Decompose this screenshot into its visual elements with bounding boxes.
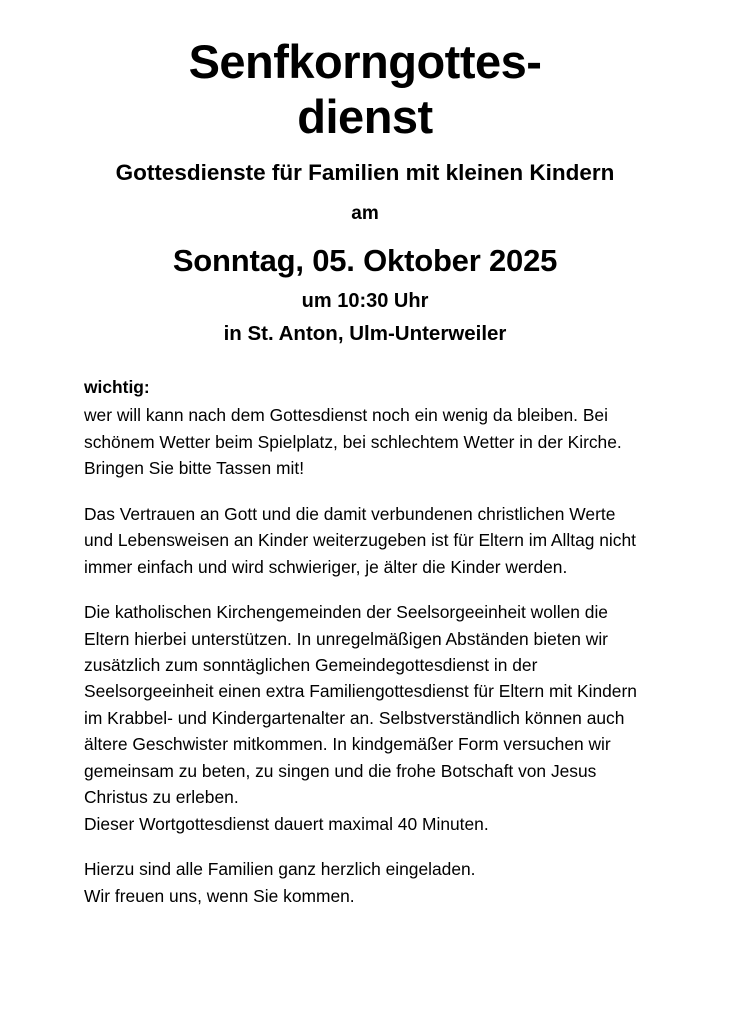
important-label: wichtig:	[84, 376, 150, 397]
title-line-1: Senfkorngottes-	[188, 35, 542, 88]
event-time: um 10:30 Uhr	[301, 289, 429, 312]
paragraph-5: Hierzu sind alle Familien ganz herzlich eingeladen.	[84, 859, 476, 880]
paragraph-6: Wir freuen uns, wenn Sie kommen.	[84, 885, 355, 906]
event-date: Sonntag, 05. Oktober 2025	[172, 242, 558, 278]
body-text	[84, 374, 646, 909]
connector-am: am	[351, 202, 379, 224]
subtitle: Gottesdienste für Familien mit kleinen Kindern	[115, 159, 615, 185]
paragraph-3: Die katholischen Kirchengemeinden der Seelsorgeeinheit wollen die Eltern hierbei unterstützen. In unregelmäßigen Abständen bieten wir zusätzlich zum sonntäglichen Gemeindegottesdienst in der Seelsorgeeinheit einen extra Familiengottesdienst für Eltern mit Kindern im Krabbel- und Kindergartenalter an. Selbstverständlich können auch ältere Geschwister mitkommen. In kindgemäßer Form versuchen wir gemeinsam zu beten, zu singen und die frohe Botschaft von Jesus Christus zu erleben.	[84, 602, 637, 808]
event-location: in St. Anton, Ulm-Unterweiler	[223, 321, 507, 345]
paragraph-4: Dieser Wortgottesdienst dauert maximal 40 Minuten.	[84, 813, 489, 834]
page-title	[84, 34, 646, 145]
title-line-2: dienst	[297, 90, 433, 144]
paragraph-1: wer will kann nach dem Gottesdienst noch ein wenig da bleiben. Bei schönem Wetter beim Spielplatz, bei schlechtem Wetter in der Kirche. Bringen Sie bitte Tassen mit!	[84, 405, 622, 479]
paragraph-2: Das Vertrauen an Gott und die damit verbundenen christlichen Werte und Lebensweisen an Kinder weiterzugeben ist für Eltern im Alltag nicht immer einfach und wird schwieriger, je älter die Kinder werden.	[84, 503, 636, 577]
